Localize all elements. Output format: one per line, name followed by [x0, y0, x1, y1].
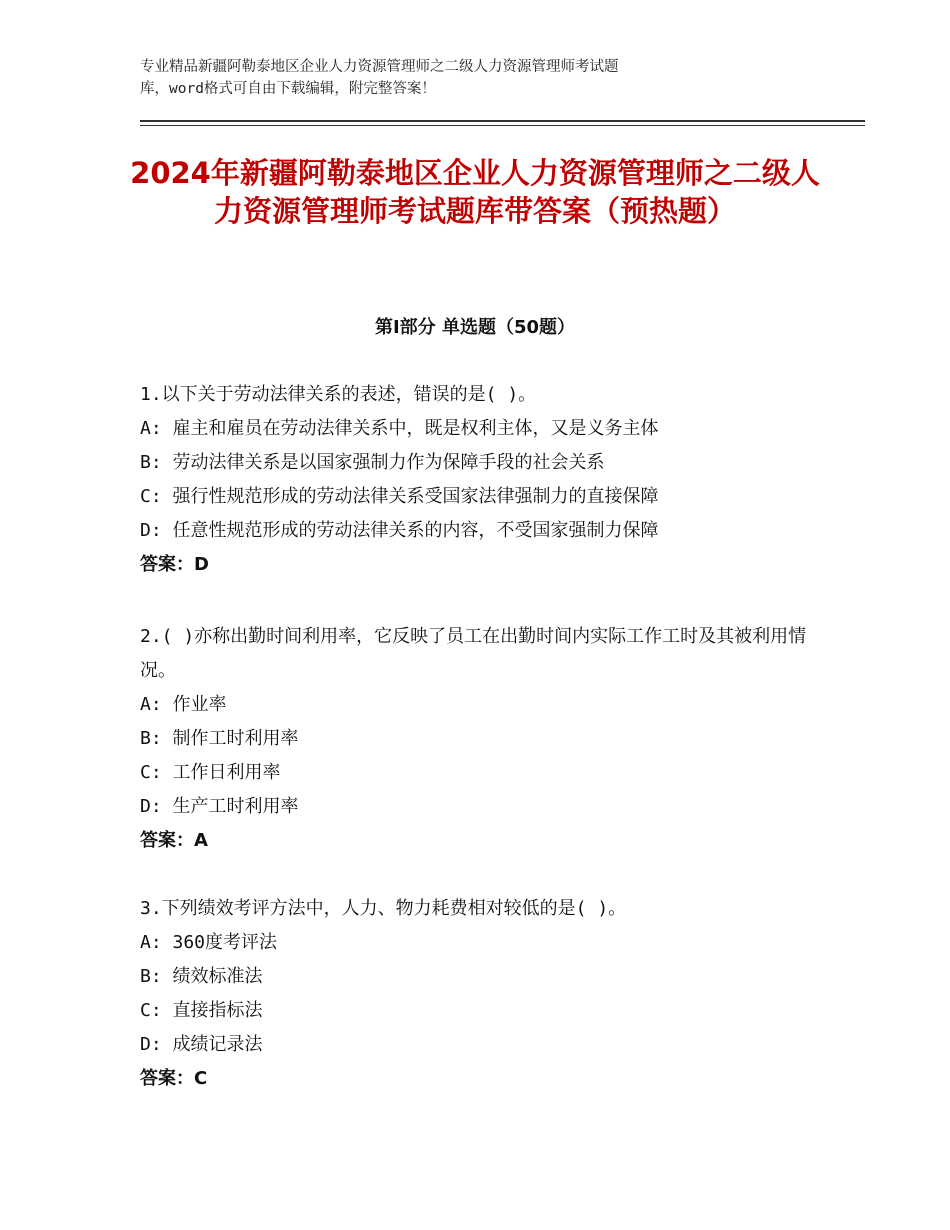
- option-d: D: 任意性规范形成的劳动法律关系的内容，不受国家强制力保障: [140, 520, 659, 541]
- question-stem: 1.以下关于劳动法律关系的表述，错误的是( )。: [140, 384, 537, 405]
- header-note-line-2: 库，word格式可自由下载编辑，附完整答案！: [140, 81, 436, 97]
- question-1: [140, 378, 820, 582]
- option-c: C: 强行性规范形成的劳动法律关系受国家法律强制力的直接保障: [140, 486, 659, 507]
- question-2: [140, 620, 820, 858]
- question-3: [140, 892, 820, 1096]
- option-b: B: 制作工时利用率: [140, 728, 299, 749]
- option-c: C: 工作日利用率: [140, 762, 281, 783]
- answer: 答案：C: [140, 1068, 208, 1089]
- header-divider-thin: [140, 125, 865, 126]
- option-c: C: 直接指标法: [140, 1000, 263, 1021]
- header-note-line-1: 专业精品新疆阿勒泰地区企业人力资源管理师之二级人力资源管理师考试题: [140, 59, 619, 75]
- option-b: B: 绩效标准法: [140, 966, 263, 987]
- answer: 答案：D: [140, 554, 209, 575]
- header-note: [140, 56, 780, 100]
- option-a: A: 雇主和雇员在劳动法律关系中，既是权利主体，又是义务主体: [140, 418, 659, 439]
- option-a: A: 作业率: [140, 694, 227, 715]
- option-d: D: 成绩记录法: [140, 1034, 263, 1055]
- question-stem: 3.下列绩效考评方法中，人力、物力耗费相对较低的是( )。: [140, 898, 627, 919]
- option-b: B: 劳动法律关系是以国家强制力作为保障手段的社会关系: [140, 452, 605, 473]
- option-d: D: 生产工时利用率: [140, 796, 299, 817]
- section-title: 第Ⅰ部分 单选题（50题）: [374, 317, 575, 338]
- header-divider-thick: [140, 120, 865, 122]
- answer: 答案：A: [140, 830, 208, 851]
- option-a: A: 360度考评法: [140, 932, 278, 953]
- question-stem: 2.( )亦称出勤时间利用率，它反映了员工在出勤时间内实际工作工时及其被利用情况。: [140, 626, 807, 681]
- document-title: 2024年新疆阿勒泰地区企业人力资源管理师之二级人力资源管理师考试题库带答案（预热题）: [130, 156, 820, 228]
